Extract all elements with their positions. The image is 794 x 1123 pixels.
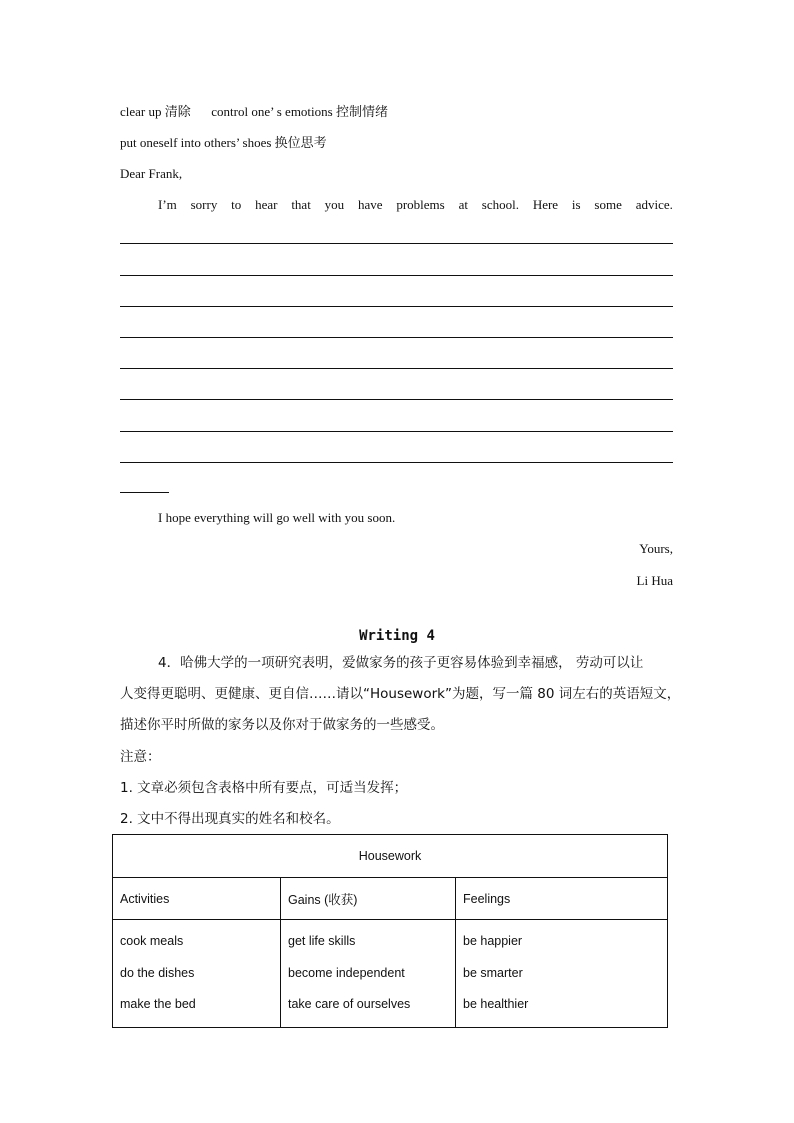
activity-item: cook meals bbox=[120, 934, 184, 948]
opening-word: hear bbox=[255, 197, 278, 212]
gain-item: become independent bbox=[288, 965, 405, 980]
prompt-line-3: 描述你平时所做的家务以及你对于做家务的一些感受。 bbox=[120, 717, 444, 733]
feeling-item: be smarter bbox=[463, 965, 523, 980]
letter-salutation: Dear Frank, bbox=[120, 166, 183, 181]
answer-line bbox=[120, 275, 673, 276]
opening-word: you bbox=[324, 197, 345, 212]
answer-line bbox=[120, 462, 673, 463]
note-item-2: 2. 文中不得出现真实的姓名和校名。 bbox=[120, 811, 340, 827]
vocab-line-2 bbox=[120, 135, 327, 152]
vocab-translation: 清除 bbox=[164, 105, 191, 120]
letter-sign-off: Yours, bbox=[639, 541, 673, 556]
opening-word: that bbox=[291, 197, 311, 212]
note-item-1: 1. 文章必须包含表格中所有要点，可适当发挥； bbox=[120, 780, 408, 796]
opening-word: advice. bbox=[635, 197, 673, 212]
answer-line bbox=[120, 368, 673, 369]
column-header-activities: Activities bbox=[113, 878, 281, 920]
opening-word: some bbox=[594, 197, 622, 212]
vocab-term: clear up bbox=[120, 104, 162, 119]
opening-word: I’m bbox=[158, 197, 177, 212]
answer-line-short bbox=[120, 492, 169, 493]
opening-word: sorry bbox=[190, 197, 218, 212]
letter-opening-line bbox=[158, 197, 673, 213]
feeling-item: be happier bbox=[463, 934, 523, 948]
opening-word: is bbox=[571, 197, 581, 212]
opening-word: at bbox=[458, 197, 468, 212]
vocab-translation: 换位思考 bbox=[274, 136, 327, 151]
note-label: 注意： bbox=[120, 749, 161, 765]
letter-signature: Li Hua bbox=[636, 573, 673, 588]
column-header-feelings: Feelings bbox=[456, 878, 668, 920]
table-title: Housework bbox=[113, 835, 668, 878]
activity-item: make the bed bbox=[120, 997, 196, 1011]
gain-item: take care of ourselves bbox=[288, 997, 411, 1011]
vocab-term: control one’ s emotions bbox=[211, 104, 333, 119]
opening-word: to bbox=[231, 197, 242, 212]
feelings-cell bbox=[456, 920, 668, 1028]
vocab-translation: 控制情绪 bbox=[335, 105, 388, 120]
gains-cell bbox=[281, 920, 456, 1028]
answer-line bbox=[120, 337, 673, 338]
gain-item: get life skills bbox=[288, 934, 356, 948]
opening-word: Here bbox=[532, 197, 559, 212]
opening-word: have bbox=[357, 197, 383, 212]
vocab-line-1 bbox=[120, 104, 388, 121]
activities-cell bbox=[113, 920, 281, 1028]
prompt-line-2: 人变得更聪明、更健康、更自信……请以“Housework”为题，写一篇 80 词左右的英语短文， bbox=[120, 686, 681, 702]
section-title: Writing 4 bbox=[359, 628, 435, 644]
column-header-gains: Gains (收获) bbox=[281, 878, 456, 920]
opening-word: school. bbox=[481, 197, 519, 212]
prompt-line-1: 4．哈佛大学的一项研究表明，爱做家务的孩子更容易体验到幸福感， 劳动可以让 bbox=[158, 655, 644, 671]
feeling-item: be healthier bbox=[463, 997, 529, 1011]
answer-line bbox=[120, 306, 673, 307]
letter-closing-line: I hope everything will go well with you soon. bbox=[158, 510, 396, 525]
answer-line bbox=[120, 399, 673, 400]
vocab-term: put oneself into others’ shoes bbox=[120, 135, 272, 150]
opening-word: problems bbox=[396, 197, 445, 212]
activity-item: do the dishes bbox=[120, 965, 195, 980]
answer-line bbox=[120, 431, 673, 432]
housework-table bbox=[112, 834, 668, 1028]
answer-line bbox=[120, 243, 673, 244]
